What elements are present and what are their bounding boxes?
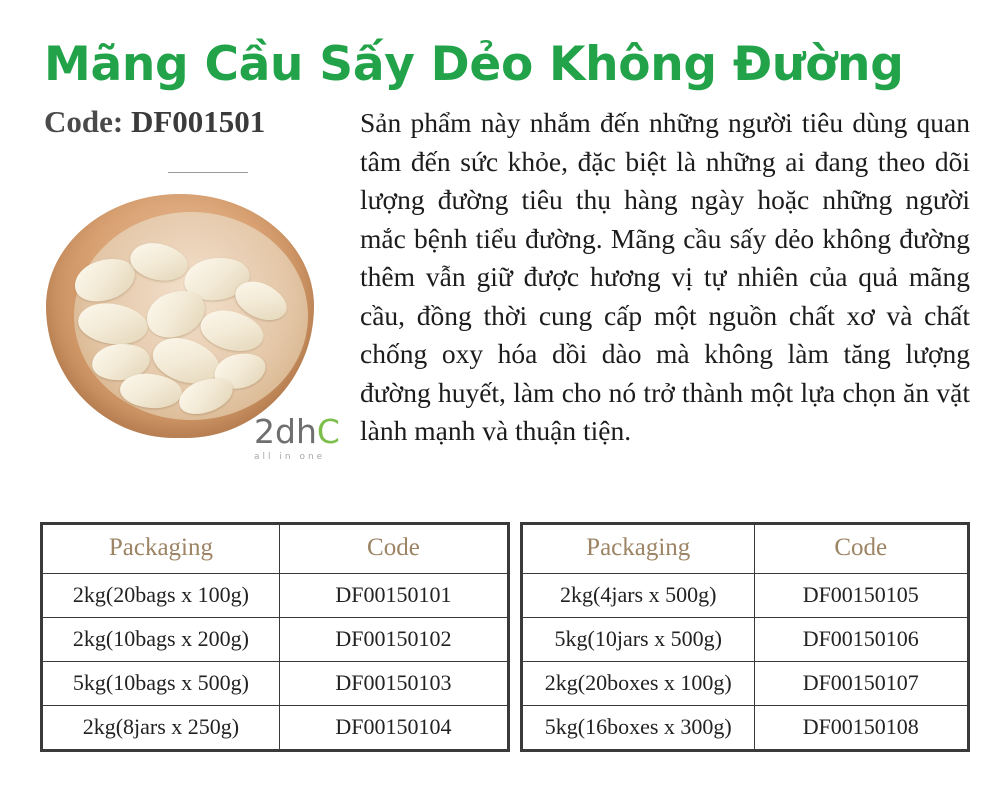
cell-code: DF00150104 <box>279 706 507 750</box>
table-row <box>43 618 508 662</box>
cell-code: DF00150102 <box>279 618 507 662</box>
column-header-code: Code <box>279 525 507 574</box>
divider-rule <box>168 172 248 173</box>
brand-logo-prefix: 2dh <box>254 412 317 451</box>
brand-logo-accent: C <box>316 412 340 451</box>
packaging-table-left <box>40 522 510 752</box>
page-title: Mãng Cầu Sấy Dẻo Không Đường <box>44 37 904 92</box>
table-header-row <box>43 525 508 574</box>
table-row <box>523 662 968 706</box>
cell-packaging: 2kg(10bags x 200g) <box>43 618 280 662</box>
table-row <box>523 574 968 618</box>
table-row <box>43 574 508 618</box>
column-header-packaging: Packaging <box>523 525 755 574</box>
product-description: Sản phẩm này nhắm đến những người tiêu dùng quan tâm đến sức khỏe, đặc biệt là những ai đang theo dõi lượng đường tiêu thụ hàng ngày hoặc những người mắc bệnh tiểu đường. Mãng cầu sấy dẻo không đường thêm vẫn giữ được hương vị tự nhiên của quả mãng cầu, đồng thời cung cấp một nguồn chất xơ và chất chống oxy hóa dồi dào mà không làm tăng lượng đường huyết, làm cho nó trở thành một lựa chọn ăn vặt lành mạnh và thuận tiện. <box>360 107 970 446</box>
product-code-label: Code: <box>44 104 124 139</box>
product-photo <box>34 188 324 438</box>
table-row <box>523 706 968 750</box>
cell-packaging: 2kg(4jars x 500g) <box>523 574 755 618</box>
product-code-value: DF001501 <box>130 104 266 139</box>
cell-packaging: 2kg(8jars x 250g) <box>43 706 280 750</box>
table-row <box>43 662 508 706</box>
cell-packaging: 2kg(20bags x 100g) <box>43 574 280 618</box>
cell-code: DF00150103 <box>279 662 507 706</box>
table-row <box>43 706 508 750</box>
cell-code: DF00150101 <box>279 574 507 618</box>
brand-tagline: all in one <box>254 452 326 462</box>
table-row <box>523 618 968 662</box>
cell-code: DF00150107 <box>754 662 968 706</box>
product-code <box>44 104 344 140</box>
cell-code: DF00150108 <box>754 706 968 750</box>
cell-packaging: 5kg(10bags x 500g) <box>43 662 280 706</box>
cell-packaging: 5kg(16boxes x 300g) <box>523 706 755 750</box>
cell-code: DF00150106 <box>754 618 968 662</box>
column-header-packaging: Packaging <box>43 525 280 574</box>
table-header-row <box>523 525 968 574</box>
column-header-code: Code <box>754 525 968 574</box>
cell-packaging: 2kg(20boxes x 100g) <box>523 662 755 706</box>
packaging-table-right <box>520 522 970 752</box>
cell-code: DF00150105 <box>754 574 968 618</box>
cell-packaging: 5kg(10jars x 500g) <box>523 618 755 662</box>
